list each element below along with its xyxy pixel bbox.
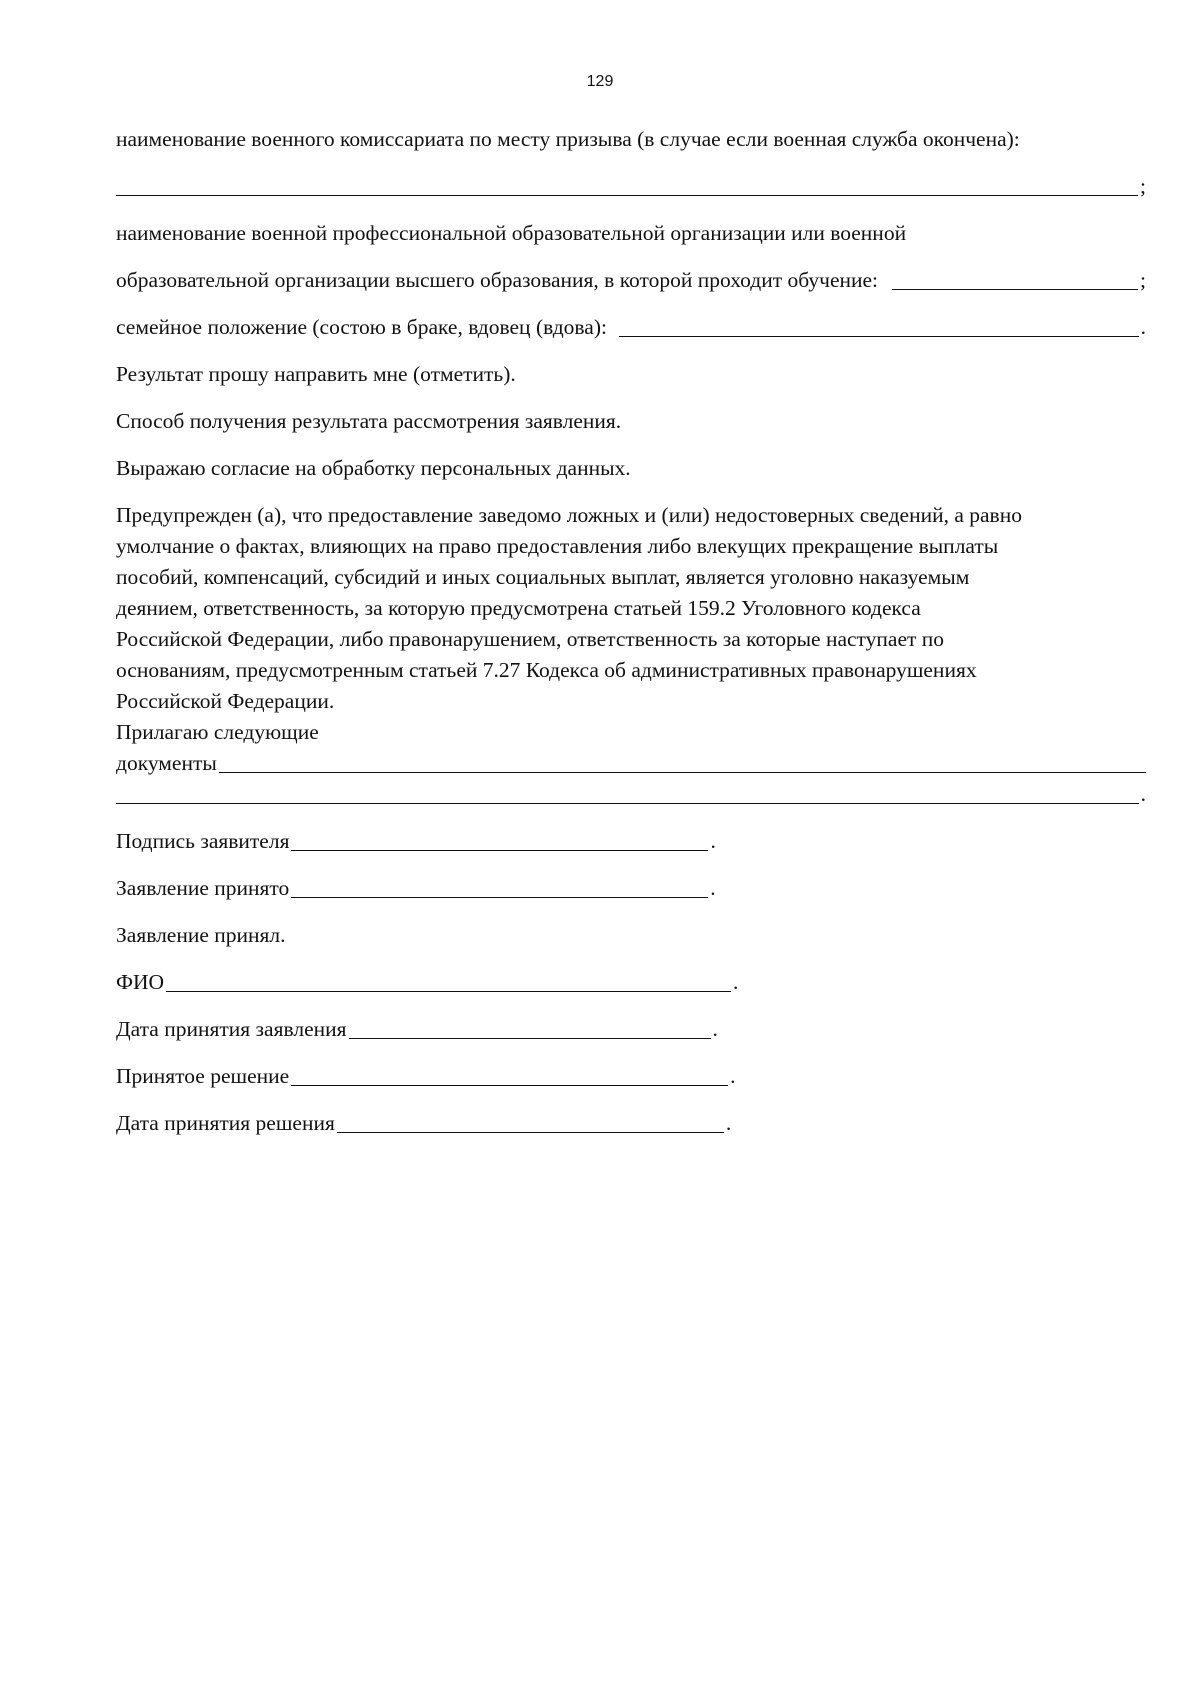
warning-line: Российской Федерации. [116,689,335,713]
attach-field-row-2 [116,779,1146,810]
decision-date-label: Дата принятия решения [116,1111,335,1135]
acceptance-date-blank[interactable] [349,1016,711,1039]
received-row [116,873,1146,904]
acceptance-date-label: Дата принятия заявления [116,1017,347,1041]
application-received-label: Заявление принято [116,876,290,900]
accepted-by-label: Заявление принял. [116,923,286,947]
family-label: семейное положение (состою в браке, вдовец (вдова): [116,315,607,339]
decision-date-blank[interactable] [337,1110,724,1133]
result-send-statement: Результат прошу направить мне (отметить). [116,362,516,386]
acceptance-date-period: . [712,1017,718,1041]
commissariat-end: ; [1140,174,1146,198]
attach-field-row [116,748,1146,779]
education-label-line1: наименование военной профессиональной образовательной организации или военной [116,221,907,245]
attach-blank-2[interactable] [116,781,1139,804]
warning-paragraph [116,500,1146,717]
warning-line: пособий, компенсаций, субсидий и иных социальных выплат, является уголовно наказуемым [116,565,970,589]
decision-label: Принятое решение [116,1064,290,1088]
fio-period: . [733,970,739,994]
education-blank[interactable] [892,267,1138,290]
consent-statement: Выражаю согласие на обработку персональных данных. [116,456,631,480]
education-end: ; [1140,268,1146,292]
education-label-line2: образовательной организации высшего образования, в которой проходит обучение: [116,268,879,292]
decision-date-row [116,1108,1146,1139]
fio-label: ФИО [116,970,165,994]
decision-blank[interactable] [291,1063,728,1086]
decision-date-period: . [725,1111,732,1135]
warning-line: деянием, ответственность, за которую предусмотрена статьей 159.2 Уголовного кодекса [116,596,921,620]
family-field-row [116,312,1146,343]
attach-label-line1: Прилагаю следующие [116,720,319,744]
commissariat-label: наименование военного комиссариата по месту призыва (в случае если военная служба окончена): [116,127,1020,151]
education-field-row [116,265,1146,296]
commissariat-blank[interactable] [116,173,1138,196]
warning-line: основаниям, предусмотренным статьей 7.27 Кодекса об административных правонарушениях [116,658,977,682]
received-period: . [710,876,716,900]
warning-line: умолчание о фактах, влияющих на право предоставления либо влекущих прекращение выплаты [116,534,999,558]
warning-line: Российской Федерации, либо правонарушением, ответственность за которые наступает по [116,627,945,651]
form-content [116,124,1146,1139]
result-method-statement: Способ получения результата рассмотрения заявления. [116,409,622,433]
page-number: 129 [586,73,614,90]
applicant-signature-blank[interactable] [291,828,708,851]
fio-row [116,967,1146,998]
decision-period: . [730,1064,736,1088]
application-received-blank[interactable] [291,875,708,898]
fio-blank[interactable] [166,969,731,992]
attach-end: . [1140,782,1146,806]
family-blank[interactable] [619,314,1139,337]
warning-line: Предупрежден (а), что предоставление заведомо ложных и (или) недостоверных сведений, а равно [116,503,1022,527]
signature-period: . [710,829,716,853]
decision-row [116,1061,1146,1092]
acceptance-date-row [116,1014,1146,1045]
commissariat-field-row [116,171,1146,202]
attach-label-line2: документы [116,751,217,775]
attach-blank-1[interactable] [219,750,1146,773]
signature-row [116,826,1146,857]
applicant-signature-label: Подпись заявителя [116,829,290,853]
family-end: . [1140,315,1146,339]
